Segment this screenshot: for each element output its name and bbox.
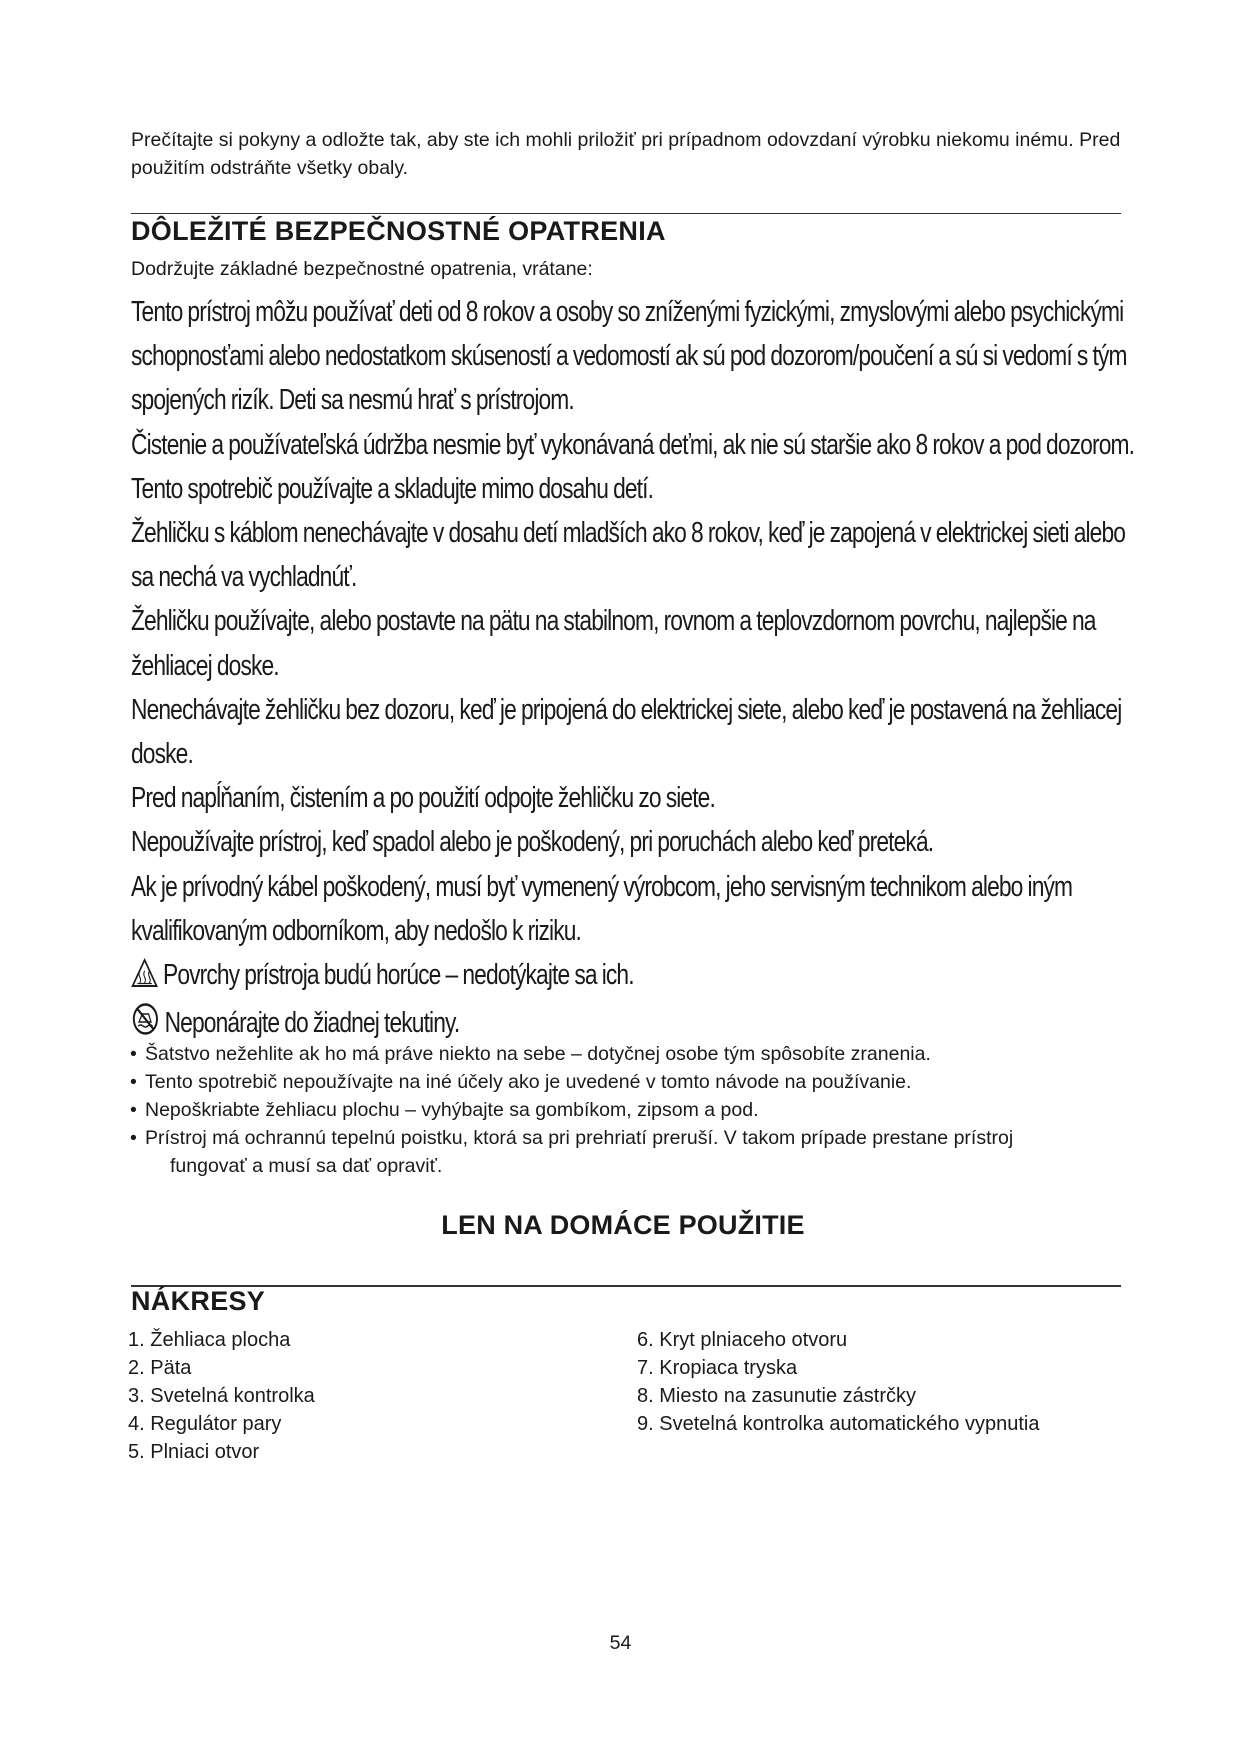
safety-paragraph: Žehličku s káblom nenechávajte v dosahu detí mladších ako 8 rokov, keď je zapojená v elektrickej sieti alebo sa nechá va vychladnúť.	[131, 517, 1126, 594]
section-divider	[131, 213, 1121, 214]
safety-paragraph: Pred napĺňaním, čistením a po použití odpojte žehličku zo siete.	[131, 782, 715, 815]
hot-surface-warning-text: Povrchy prístroja budú horúce – nedotýkajte sa ich.	[163, 959, 634, 992]
list-item: 2. Päta	[128, 1357, 192, 1379]
safety-bullet-list	[131, 1040, 1111, 1180]
parts-list-right	[637, 1326, 1039, 1438]
hot-surface-warning-icon	[131, 957, 158, 1001]
drawings-heading: NÁKRESY	[131, 1286, 266, 1316]
fuse-bullet-text: Prístroj má ochrannú tepelnú poistku, ktorá sa pri prehriatí preruší. V takom prípade prestane prístroj	[145, 1127, 1014, 1149]
fuse-bullet-continuation: fungovať a musí sa dať opraviť.	[170, 1155, 443, 1177]
safety-instructions	[131, 290, 1141, 1049]
safety-paragraph: Tento prístroj môžu používať deti od 8 rokov a osoby so zníženými fyzickými, zmyslovými alebo psychickými schopnosťami alebo nedostatkom skúseností a vedomostí ak sú pod dozorom/poučení a sú si vedomí s tým spojených rizík. Deti sa nesmú hrať s prístrojom.	[131, 296, 1127, 417]
list-item	[131, 1124, 1111, 1180]
hot-surface-warning	[131, 953, 1141, 1001]
page-number: 54	[609, 1632, 632, 1654]
list-item: 4. Regulátor pary	[128, 1413, 282, 1435]
list-item: 8. Miesto na zasunutie zástrčky	[637, 1385, 917, 1407]
list-item: 6. Kryt plniaceho otvoru	[637, 1329, 848, 1351]
no-immersion-warning-text: Neponárajte do žiadnej tekutiny.	[164, 1007, 460, 1040]
section-divider	[131, 1285, 1121, 1287]
intro-text: Prečítajte si pokyny a odložte tak, aby ste ich mohli priložiť pri prípadnom odovzdaní výrobku niekomu inému. Pred použitím odstráňte všetky obaly.	[131, 129, 1121, 179]
safety-paragraph: Nepoužívajte prístroj, keď spadol alebo je poškodený, pri poruchách alebo keď preteká.	[131, 826, 934, 859]
list-item: 5. Plniaci otvor	[128, 1441, 260, 1463]
list-item: • Tento spotrebič nepoužívajte na iné účely ako je uvedené v tomto návode na používanie.	[131, 1068, 1111, 1096]
list-item: • Nepoškriabte žehliacu plochu – vyhýbajte sa gombíkom, zipsom a pod.	[131, 1096, 1111, 1124]
safety-paragraph: Čistenie a používateľská údržba nesmie byť vykonávaná deťmi, ak nie sú staršie ako 8 rokov a pod dozorom. Tento spotrebič používajte a skladujte mimo dosahu detí.	[131, 428, 1135, 505]
parts-list-left	[128, 1326, 315, 1466]
list-item: 9. Svetelná kontrolka automatického vypnutia	[637, 1413, 1040, 1435]
home-use-heading: LEN NA DOMÁCE POUŽITIE	[441, 1210, 805, 1240]
list-item: 1. Žehliaca plocha	[128, 1329, 291, 1351]
safety-paragraph: Nenechávajte žehličku bez dozoru, keď je pripojená do elektrickej siete, alebo keď je postavená na žehliacej doske.	[131, 693, 1122, 771]
list-item: 3. Svetelná kontrolka	[128, 1385, 315, 1407]
list-item: • Šatstvo nežehlite ak ho má práve niekto na sebe – dotyčnej osobe tým spôsobíte zranenia.	[131, 1040, 1111, 1068]
safety-heading: DÔLEŽITÉ BEZPEČNOSTNÉ OPATRENIA	[131, 216, 666, 246]
safety-paragraph: Ak je prívodný kábel poškodený, musí byť vymenený výrobcom, jeho servisným technikom alebo iným kvalifikovaným odborníkom, aby nedošlo k riziku.	[131, 870, 1073, 947]
safety-subheading: Dodržujte základné bezpečnostné opatrenia, vrátane:	[131, 258, 593, 280]
list-item: 7. Kropiaca tryska	[637, 1357, 798, 1379]
safety-paragraph: Žehličku používajte, alebo postavte na pätu na stabilnom, rovnom a teplovzdornom povrchu, najlepšie na žehliacej doske.	[131, 605, 1096, 682]
